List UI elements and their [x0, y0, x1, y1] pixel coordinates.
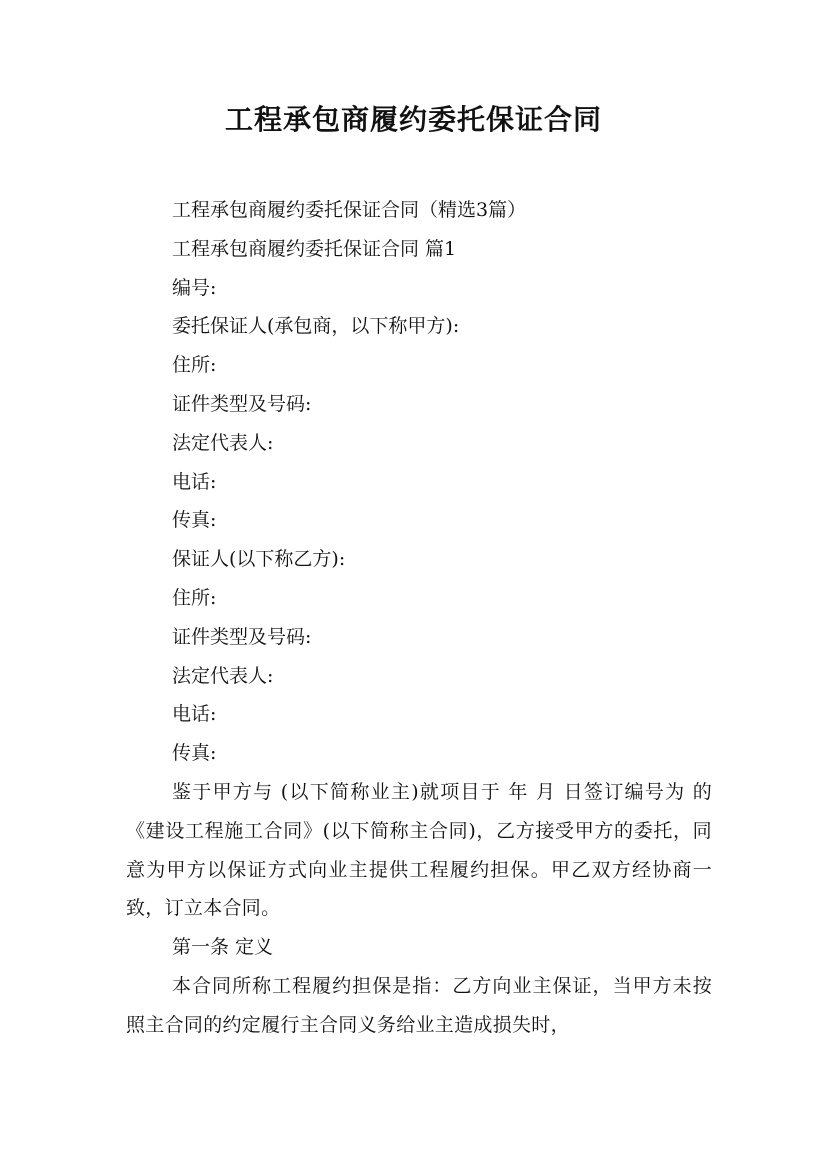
field-guarantor-address: 住所: — [172, 586, 217, 609]
field-guarantor-representative: 法定代表人: — [172, 664, 274, 687]
definition-paragraph: 本合同所称工程履约担保是指：乙方向业主保证，当甲方未按照主合同的约定履行主合同义务给业主造成损失时， — [126, 974, 712, 1036]
field-principal-fax: 传真: — [172, 509, 217, 532]
field-principal-id: 证件类型及号码: — [172, 392, 312, 415]
document-title: 工程承包商履约委托保证合同 — [224, 103, 602, 136]
field-principal: 委托保证人(承包商，以下称甲方): — [172, 315, 460, 338]
field-principal-phone: 电话: — [172, 470, 217, 493]
recital-paragraph: 鉴于甲方与 (以下简称业主)就项目于 年 月 日签订编号为 的《建设工程施工合同》(以下简称主合同)，乙方接受甲方的委托，同意为甲方以保证方式向业主提供工程履约担保。甲乙双方经协商一致，订立本合同。 — [126, 780, 712, 920]
field-guarantor: 保证人(以下称乙方): — [172, 548, 346, 571]
field-principal-representative: 法定代表人: — [172, 431, 274, 454]
field-guarantor-id: 证件类型及号码: — [172, 625, 312, 648]
subtitle-line: 工程承包商履约委托保证合同（精选3篇） — [172, 199, 527, 221]
field-principal-address: 住所: — [172, 354, 217, 377]
document-body — [126, 191, 712, 1045]
field-guarantor-fax: 传真: — [172, 742, 217, 765]
field-number: 编号: — [172, 276, 217, 299]
field-guarantor-phone: 电话: — [172, 703, 217, 726]
section-heading: 工程承包商履约委托保证合同 篇1 — [172, 237, 457, 260]
article-1-heading: 第一条 定义 — [172, 936, 274, 959]
